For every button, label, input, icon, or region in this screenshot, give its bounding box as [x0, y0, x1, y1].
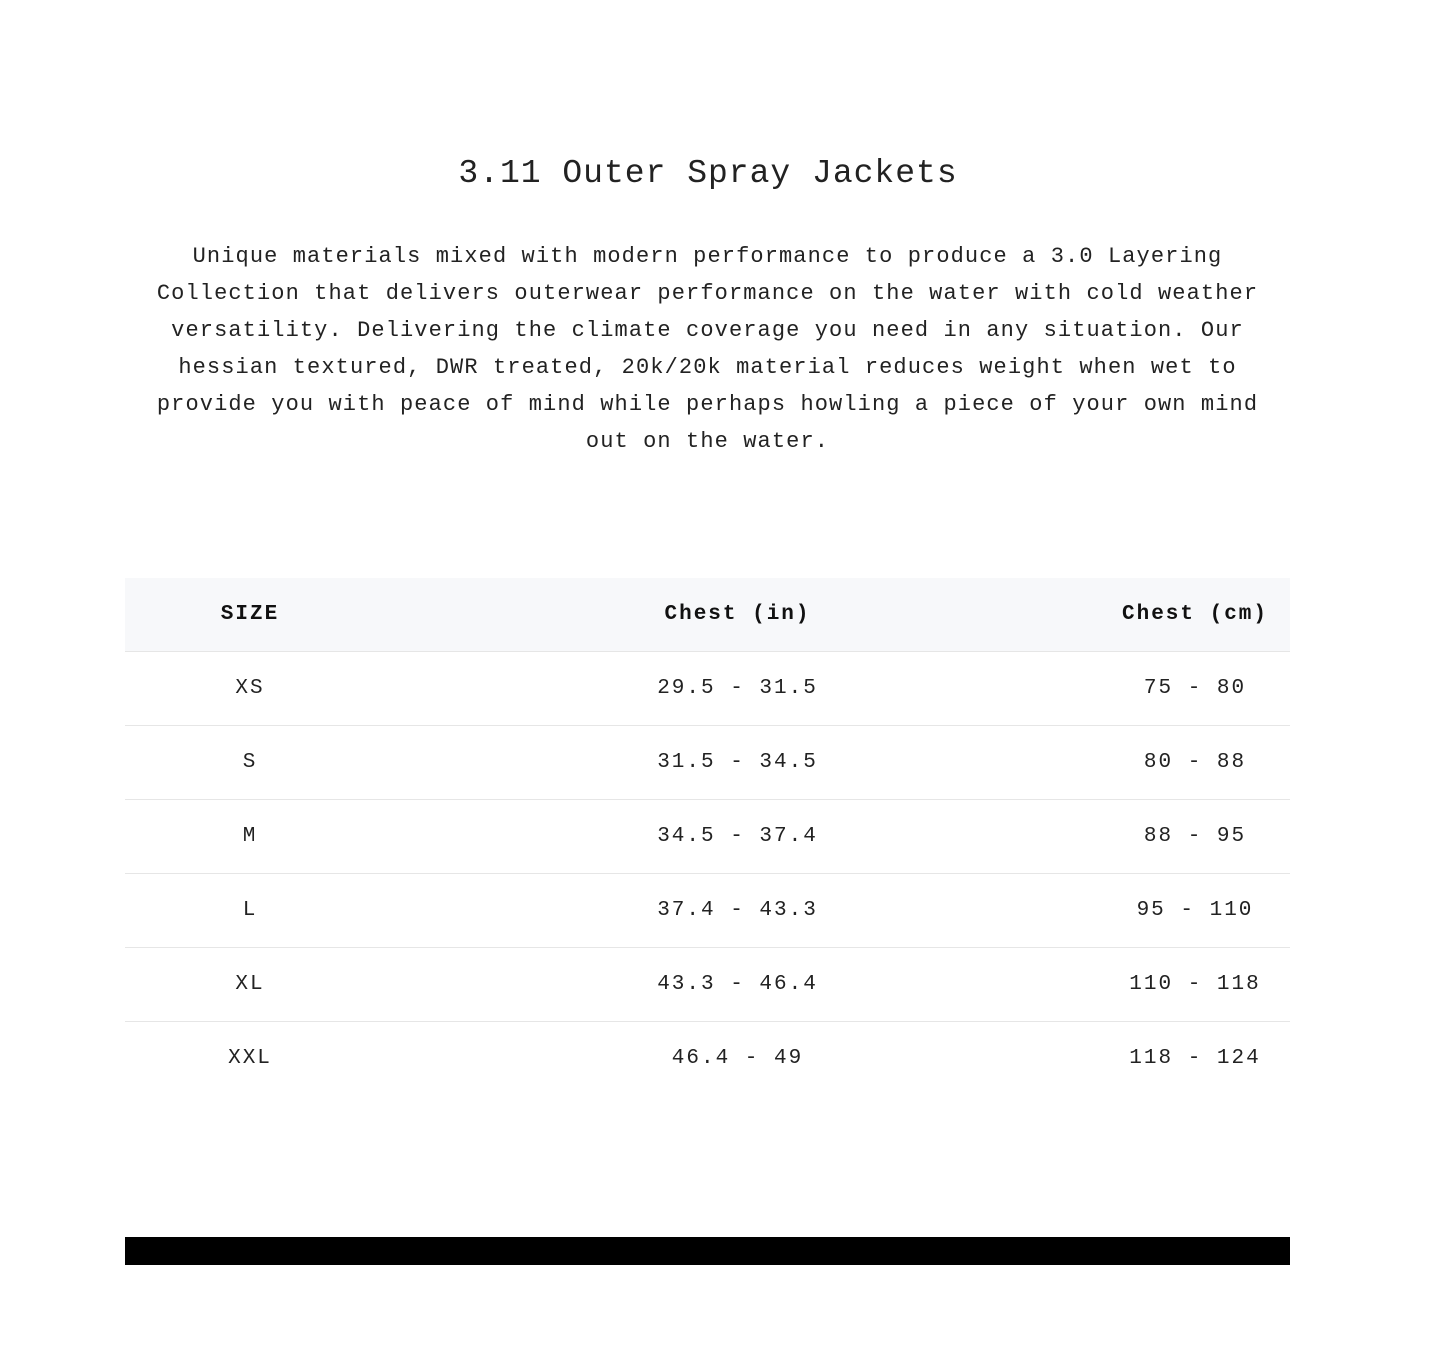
chest-cm-cell: 88 - 95 — [1100, 800, 1290, 874]
size-cell: XL — [125, 948, 375, 1022]
table-header-row — [125, 578, 1290, 652]
table-row — [125, 948, 1290, 1022]
size-cell: S — [125, 726, 375, 800]
chest-in-cell: 31.5 - 34.5 — [375, 726, 1100, 800]
chest-in-cell: 43.3 - 46.4 — [375, 948, 1100, 1022]
size-cell: L — [125, 874, 375, 948]
footer-bar — [125, 1237, 1290, 1265]
table-row — [125, 652, 1290, 726]
chest-in-cell: 37.4 - 43.3 — [375, 874, 1100, 948]
chest-cm-cell: 110 - 118 — [1100, 948, 1290, 1022]
chest-in-cell: 34.5 - 37.4 — [375, 800, 1100, 874]
header-chest-cm: Chest (cm) — [1100, 578, 1290, 652]
header-size: SIZE — [125, 578, 375, 652]
table-row — [125, 874, 1290, 948]
table-row — [125, 1022, 1290, 1096]
page-title: 3.11 Outer Spray Jackets — [458, 155, 958, 192]
chest-in-cell: 29.5 - 31.5 — [375, 652, 1100, 726]
table-row — [125, 800, 1290, 874]
chest-cm-cell: 95 - 110 — [1100, 874, 1290, 948]
size-cell: M — [125, 800, 375, 874]
header-chest-in: Chest (in) — [375, 578, 1100, 652]
table-row — [125, 726, 1290, 800]
chest-cm-cell: 118 - 124 — [1129, 1047, 1261, 1070]
chest-cm-cell: 75 - 80 — [1100, 652, 1290, 726]
chest-cm-cell: 80 - 88 — [1100, 726, 1290, 800]
size-cell: XXL — [228, 1047, 272, 1070]
size-chart-table — [125, 578, 1290, 1095]
size-cell: XS — [125, 652, 375, 726]
product-description: Unique materials mixed with modern performance to produce a 3.0 Layering Collection that delivers outerwear performance on the water with cold weather versatility. Delivering the climate coverage you need in any situation. Our hessian textured, DWR treated, 20k/20k material reduces weight when wet to provide you with peace of mind while perhaps howling a piece of your own mind out on the water. — [156, 244, 1259, 454]
chest-in-cell: 46.4 - 49 — [671, 1047, 804, 1070]
